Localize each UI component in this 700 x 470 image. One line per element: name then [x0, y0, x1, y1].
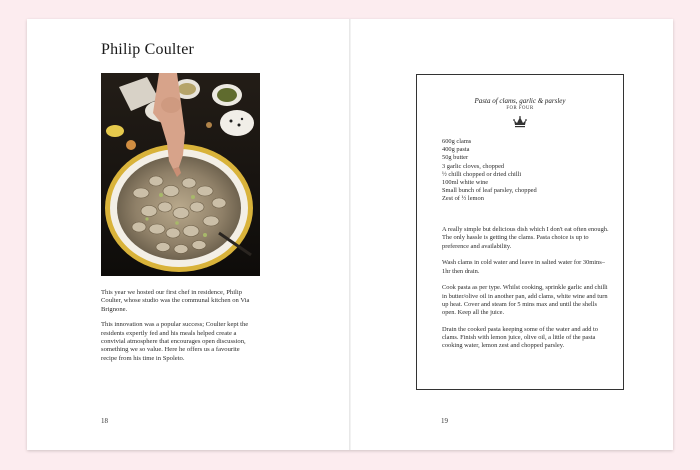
page-number: 18 — [101, 417, 108, 425]
recipe-card — [416, 74, 624, 390]
method-paragraph: Wash clams in cold water and leave in salted water for 30mins–1hr then drain. — [442, 259, 605, 275]
ingredient-item: 400g pasta — [442, 146, 470, 154]
ingredient-item: 600g clams — [442, 138, 472, 145]
intro-paragraph: This year we hosted our first chef in residence, Philip Coulter, whose studio was the communal kitchen on Via Brignone. — [101, 289, 250, 313]
left-page — [27, 19, 350, 450]
ingredient-item: Zest of ½ lemon — [442, 195, 484, 203]
book-spread — [27, 19, 673, 450]
ingredient-list — [442, 138, 612, 204]
method-paragraph: Drain the cooked pasta keeping some of the water and add to clams. Finish with lemon juice, olive oil, a little of the pasta cooking water, lemon zest and chopped parsley. — [442, 325, 598, 350]
intro-text — [101, 289, 251, 370]
method-paragraph: A really simple but delicious dish which I don't eat often enough. The only hassle is getting the clams. Pasta choice is up to preference and availability. — [442, 226, 609, 250]
page-title: Philip Coulter — [101, 41, 195, 58]
recipe-title: Pasta of clams, garlic & parsley — [474, 97, 566, 105]
ingredient-item: 50g butter — [442, 154, 469, 162]
plate-of-clams-photo — [101, 73, 260, 276]
ingredient-item: 100ml white wine — [442, 179, 489, 187]
ingredient-item: 3 garlic cloves, chopped — [442, 162, 505, 170]
intro-paragraph: This innovation was a popular success; Coulter kept the residents expertly fed and his meals helped create a convivial atmosphere that encourages open discussion, something we so value. Here he offers us a favourite recipe from his time in Spoleto. — [101, 321, 249, 362]
crown-ornament-icon — [513, 116, 527, 128]
recipe-method — [442, 226, 612, 359]
right-page — [350, 19, 673, 450]
ingredient-item: Small bunch of leaf parsley, chopped — [442, 187, 537, 195]
ingredient-item: ½ chilli chopped or dried chilli — [442, 170, 522, 178]
method-paragraph: Cook pasta as per type. Whilst cooking, sprinkle garlic and chilli in butter/olive oil in another pan, add clams, white wine and turn up heat. Cover and steam for 5 mins max and until the shells open. Keep all the juice. — [442, 284, 608, 317]
recipe-serves: FOR FOUR — [506, 106, 534, 111]
page-number: 19 — [441, 417, 448, 425]
